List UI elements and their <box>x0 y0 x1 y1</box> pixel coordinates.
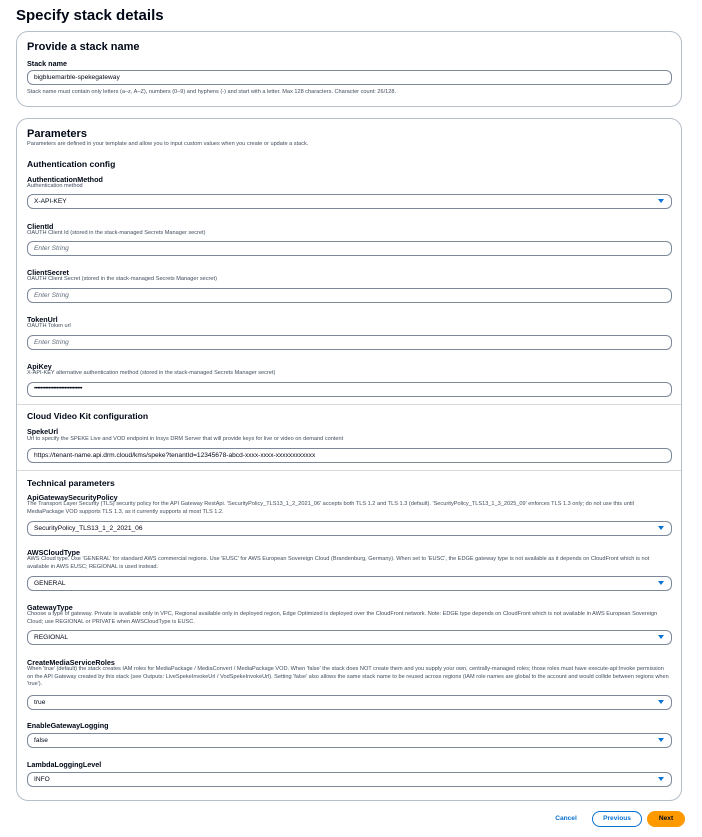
section-divider <box>17 404 681 405</box>
parameters-panel <box>16 118 682 801</box>
token-url-desc: OAUTH Token url <box>27 323 71 329</box>
stack-name-input[interactable]: bigbluemarble-spekegateway <box>27 70 672 85</box>
media-roles-value: true <box>34 699 46 706</box>
stack-name-panel <box>16 31 682 107</box>
section-divider <box>17 470 681 471</box>
caret-down-icon <box>658 738 664 742</box>
page-title: Specify stack details <box>16 7 164 24</box>
stack-name-heading: Provide a stack name <box>27 41 140 53</box>
stack-name-hint: Stack name must contain only letters (a–z, A–Z), numbers (0–9) and hyphens (-) and start with a letter. Max 128 characters. Character count: 26/128. <box>27 89 397 95</box>
cloud-type-label: AWSCloudType <box>27 548 80 557</box>
speke-url-input[interactable]: https://tenant-name.api.drm.cloud/kms/speke?tenantId=12345678-abcd-xxxx-xxxx-xxxxxxxxxxxx <box>27 448 672 463</box>
lambda-logging-label: LambdaLoggingLevel <box>27 760 102 769</box>
media-roles-label: CreateMediaServiceRoles <box>27 658 115 667</box>
client-id-input[interactable]: Enter String <box>27 241 672 256</box>
token-url-input[interactable]: Enter String <box>27 335 672 350</box>
stack-name-label: Stack name <box>27 59 67 68</box>
api-key-input[interactable]: •••••••••••••••••••••••••••••• <box>27 382 672 397</box>
gateway-type-select[interactable] <box>27 630 672 645</box>
api-key-label: ApiKey <box>27 362 52 371</box>
client-id-desc: OAUTH Client Id (stored in the stack-managed Secrets Manager secret) <box>27 230 206 236</box>
lambda-logging-select[interactable] <box>27 772 672 787</box>
cloud-type-desc: AWS Cloud type. Use 'GENERAL' for standard AWS commercial regions. Use 'EUSC' for AWS European Sovereign Cloud (Brandenburg, Germany). When set to 'EUSC', the EDGE gateway type is not available as it depends on CloudFront which is not available in AWS EUSC; REGIONAL is used instead. <box>27 556 650 570</box>
gateway-type-value: REGIONAL <box>34 634 69 641</box>
lambda-logging-value: INFO <box>34 776 50 783</box>
caret-down-icon <box>658 581 664 585</box>
security-policy-desc: The Transport Layer Security (TLS) security policy for the API Gateway RestApi. 'SecurityPolicy_TLS13_1_2_2021_06' accepts both TLS 1.2 and TLS 1.3 (default). 'SecurityPolicy_TLS13_1_3_2025_09' enforces TLS 1.3 only; do not use this until MediaPackage VOD supports TLS 1.3, as it currently supports at most TLS 1.2. <box>27 501 634 515</box>
client-secret-desc: OAUTH Client Secret (stored in the stack-managed Secrets Manager secret) <box>27 276 217 282</box>
caret-down-icon <box>658 635 664 639</box>
auth-method-value: X-API-KEY <box>34 198 67 205</box>
tech-params-heading: Technical parameters <box>27 478 115 488</box>
gateway-type-desc: Choose a type of gateway. Private is available only in VPC, Regional available only in deployed region, Edge Optimized is deployed over the CloudFront network. Note: EDGE type depends on CloudFront which is not available in AWS European Sovereign Cloud; use REGIONAL or PRIVATE when AWSCloudType is EUSC. <box>27 611 658 625</box>
cloud-type-select[interactable] <box>27 576 672 591</box>
client-secret-label: ClientSecret <box>27 268 69 277</box>
security-policy-value: SecurityPolicy_TLS13_1_2_2021_06 <box>34 525 143 532</box>
gateway-logging-label: EnableGatewayLogging <box>27 721 109 730</box>
gateway-logging-select[interactable] <box>27 733 672 748</box>
speke-url-label: SpekeUrl <box>27 427 59 436</box>
caret-down-icon <box>658 199 664 203</box>
next-button[interactable]: Next <box>647 811 685 827</box>
speke-url-desc: Url to specify the SPEKE Live and VOD endpoint in Insys DRM Server that will provide keys for live or video on demand content <box>27 436 344 442</box>
caret-down-icon <box>658 526 664 530</box>
token-url-label: TokenUrl <box>27 315 58 324</box>
caret-down-icon <box>658 777 664 781</box>
auth-method-desc: Authentication method <box>27 183 83 189</box>
api-key-desc: X-API-KEY alternative authentication method (stored in the stack-managed Secrets Manager secret) <box>27 370 276 376</box>
security-policy-label: ApiGatewaySecurityPolicy <box>27 493 118 502</box>
cloud-type-value: GENERAL <box>34 580 66 587</box>
previous-button[interactable]: Previous <box>592 811 642 827</box>
caret-down-icon <box>658 700 664 704</box>
media-roles-desc: When 'true' (default) the stack creates IAM roles for MediaPackage / MediaConvert / MediaPackage VOD. When 'false' the stack does NOT create them and you supply your own, centrally-managed roles; those roles must have execute-api:Invoke permission on the API Gateway created by this stack (see Outputs: LiveSpekeInvokeUrl / VodSpekeInvokeUrl). Setting 'false' also allows the same stack name to be reused across regions (IAM role names are global to the account and would collide between regions when 'true'). <box>27 666 669 688</box>
cancel-button[interactable]: Cancel <box>555 815 577 822</box>
cvk-heading: Cloud Video Kit configuration <box>27 411 149 421</box>
auth-method-label: AuthenticationMethod <box>27 175 103 184</box>
client-id-label: ClientId <box>27 222 54 231</box>
client-secret-input[interactable]: Enter String <box>27 288 672 303</box>
parameters-heading: Parameters <box>27 128 87 140</box>
auth-method-select[interactable] <box>27 194 672 209</box>
parameters-description: Parameters are defined in your template and allow you to input custom values when you create or update a stack. <box>27 141 309 147</box>
media-roles-select[interactable] <box>27 695 672 710</box>
security-policy-select[interactable] <box>27 521 672 536</box>
auth-config-heading: Authentication config <box>27 159 116 169</box>
gateway-logging-value: false <box>34 737 48 744</box>
gateway-type-label: GatewayType <box>27 603 73 612</box>
